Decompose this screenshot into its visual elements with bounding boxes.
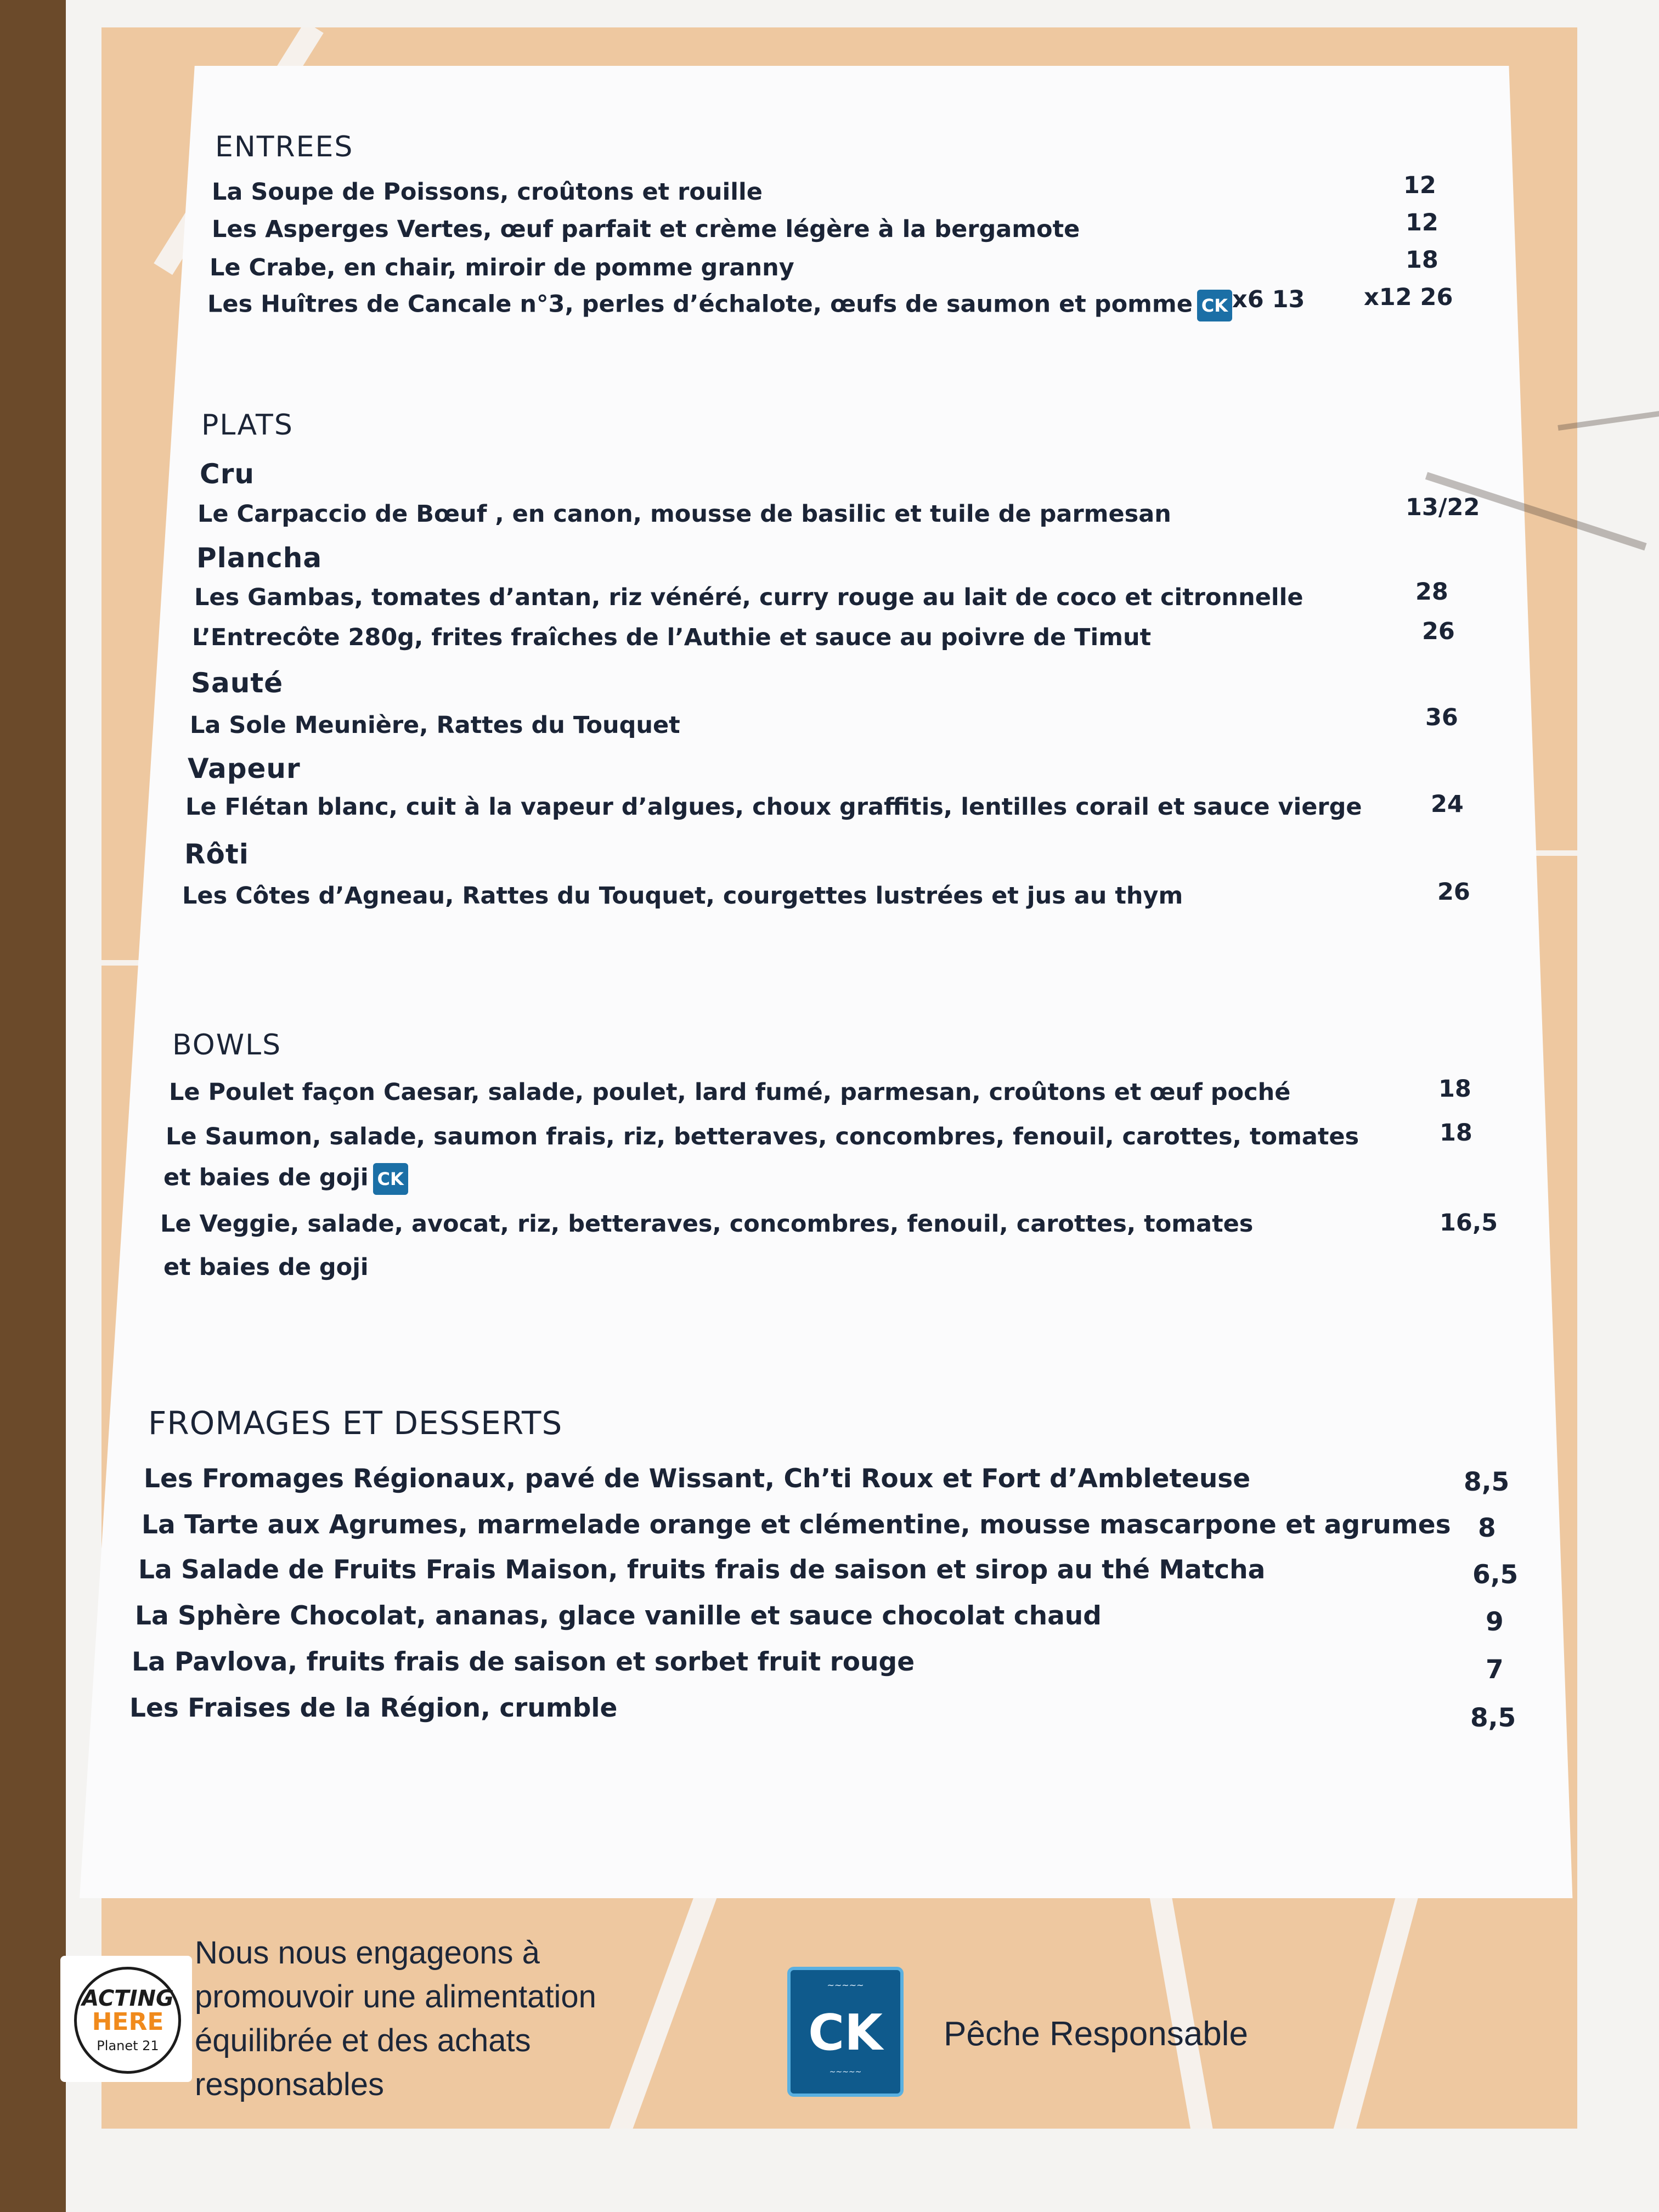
menu-item: Le Crabe, en chair, miroir de pomme granny bbox=[210, 254, 794, 281]
menu-item: Le Poulet façon Caesar, salade, poulet, lard fumé, parmesan, croûtons et œuf poché bbox=[169, 1079, 1291, 1106]
menu-price: 7 bbox=[1486, 1655, 1504, 1685]
menu-item: La Soupe de Poissons, croûtons et rouille bbox=[212, 178, 763, 206]
menu-price: 12 bbox=[1406, 209, 1438, 236]
commitment-line: promouvoir une alimentation bbox=[195, 1979, 596, 2015]
menu-item: Les Côtes d’Agneau, Rattes du Touquet, courgettes lustrées et jus au thym bbox=[182, 882, 1183, 910]
menu-item: Les Fromages Régionaux, pavé de Wissant, Ch’ti Roux et Fort d’Ambleteuse bbox=[144, 1464, 1251, 1494]
ck-logo-text: CK bbox=[808, 2004, 883, 2062]
menu-item: et baies de goji bbox=[163, 1254, 369, 1281]
menu-price: 24 bbox=[1431, 791, 1464, 818]
menu-price: 26 bbox=[1437, 878, 1470, 906]
peche-responsable: Pêche Responsable bbox=[944, 2015, 1248, 2053]
menu-price: x12 26 bbox=[1364, 284, 1453, 311]
menu-item: La Tarte aux Agrumes, marmelade orange et clémentine, mousse mascarpone et agrumes bbox=[142, 1510, 1451, 1540]
menu-price: 9 bbox=[1486, 1607, 1504, 1637]
menu-price: 6,5 bbox=[1472, 1560, 1519, 1590]
acting-here-logo bbox=[60, 1956, 192, 2082]
subsection-title: Sauté bbox=[191, 667, 284, 699]
commitment-line: Nous nous engageons à bbox=[195, 1935, 540, 1971]
ck-logo-top-icon: ~~~~~ bbox=[827, 1980, 864, 1990]
menu-item: Les Gambas, tomates d’antan, riz vénéré, curry rouge au lait de coco et citronnelle bbox=[194, 584, 1304, 611]
subsection-title: Cru bbox=[200, 458, 255, 490]
ck-badge-icon: CK bbox=[1197, 290, 1232, 321]
menu-price: 16,5 bbox=[1440, 1209, 1498, 1237]
commitment-text bbox=[195, 1931, 596, 2107]
menu-price: 26 bbox=[1422, 618, 1455, 645]
menu-price: 13/22 bbox=[1406, 494, 1480, 521]
menu-price: 28 bbox=[1415, 578, 1448, 606]
menu-price: 8,5 bbox=[1464, 1467, 1510, 1497]
menu-item: La Sole Meunière, Rattes du Touquet bbox=[190, 712, 680, 739]
menu-price: 12 bbox=[1403, 172, 1436, 199]
menu-item: Le Veggie, salade, avocat, riz, betteraves, concombres, fenouil, carottes, tomates bbox=[160, 1210, 1254, 1238]
menu-item-name: et baies de goji bbox=[163, 1164, 369, 1192]
menu-item: Le Carpaccio de Bœuf , en canon, mousse de basilic et tuile de parmesan bbox=[198, 500, 1171, 528]
logo-text: Planet 21 bbox=[97, 2038, 159, 2053]
menu-item-name: Les Huîtres de Cancale n°3, perles d’échalote, œufs de saumon et pomme bbox=[207, 290, 1193, 318]
menu-price: 8,5 bbox=[1470, 1703, 1516, 1733]
menu-price: 8 bbox=[1478, 1513, 1496, 1543]
logo-text: HERE bbox=[92, 2008, 164, 2036]
section-title-bowls: BOWLS bbox=[172, 1029, 282, 1062]
menu-item: La Sphère Chocolat, ananas, glace vanille et sauce chocolat chaud bbox=[135, 1601, 1102, 1631]
menu-item: Les Asperges Vertes, œuf parfait et crème légère à la bergamote bbox=[212, 216, 1080, 243]
ck-logo-bottom-icon: ~~~~~ bbox=[829, 2068, 862, 2076]
menu-price: x6 13 bbox=[1232, 286, 1305, 313]
commitment-line: équilibrée et des achats bbox=[195, 2023, 531, 2058]
menu-item bbox=[207, 290, 1232, 321]
subsection-title: Rôti bbox=[184, 838, 249, 870]
menu-item: La Salade de Fruits Frais Maison, fruits frais de saison et sirop au thé Matcha bbox=[138, 1555, 1266, 1585]
section-title-plats: PLATS bbox=[201, 409, 294, 442]
menu-item: Le Saumon, salade, saumon frais, riz, betteraves, concombres, fenouil, carottes, tomates bbox=[166, 1123, 1359, 1150]
subsection-title: Vapeur bbox=[188, 753, 301, 785]
section-title-desserts: FROMAGES ET DESSERTS bbox=[148, 1404, 563, 1442]
menu-item: La Pavlova, fruits frais de saison et sorbet fruit rouge bbox=[132, 1647, 915, 1677]
logo-text: ACTING bbox=[82, 1986, 174, 2011]
menu-price: 18 bbox=[1440, 1119, 1472, 1147]
commitment-line: responsables bbox=[195, 2067, 384, 2102]
subsection-title: Plancha bbox=[196, 542, 323, 574]
ck-badge-icon: CK bbox=[373, 1163, 408, 1195]
menu-price: 36 bbox=[1425, 704, 1458, 731]
section-title-entrees: ENTREES bbox=[215, 131, 354, 163]
menu-item: Le Flétan blanc, cuit à la vapeur d’algues, choux graffitis, lentilles corail et sauce vierge bbox=[185, 793, 1362, 821]
menu-item bbox=[163, 1163, 408, 1195]
menu-price: 18 bbox=[1406, 246, 1438, 274]
menu-item: Les Fraises de la Région, crumble bbox=[129, 1693, 618, 1723]
menu-price: 18 bbox=[1438, 1075, 1471, 1103]
menu-item: L’Entrecôte 280g, frites fraîches de l’Authie et sauce au poivre de Timut bbox=[192, 624, 1152, 651]
ck-logo bbox=[787, 1967, 904, 2097]
